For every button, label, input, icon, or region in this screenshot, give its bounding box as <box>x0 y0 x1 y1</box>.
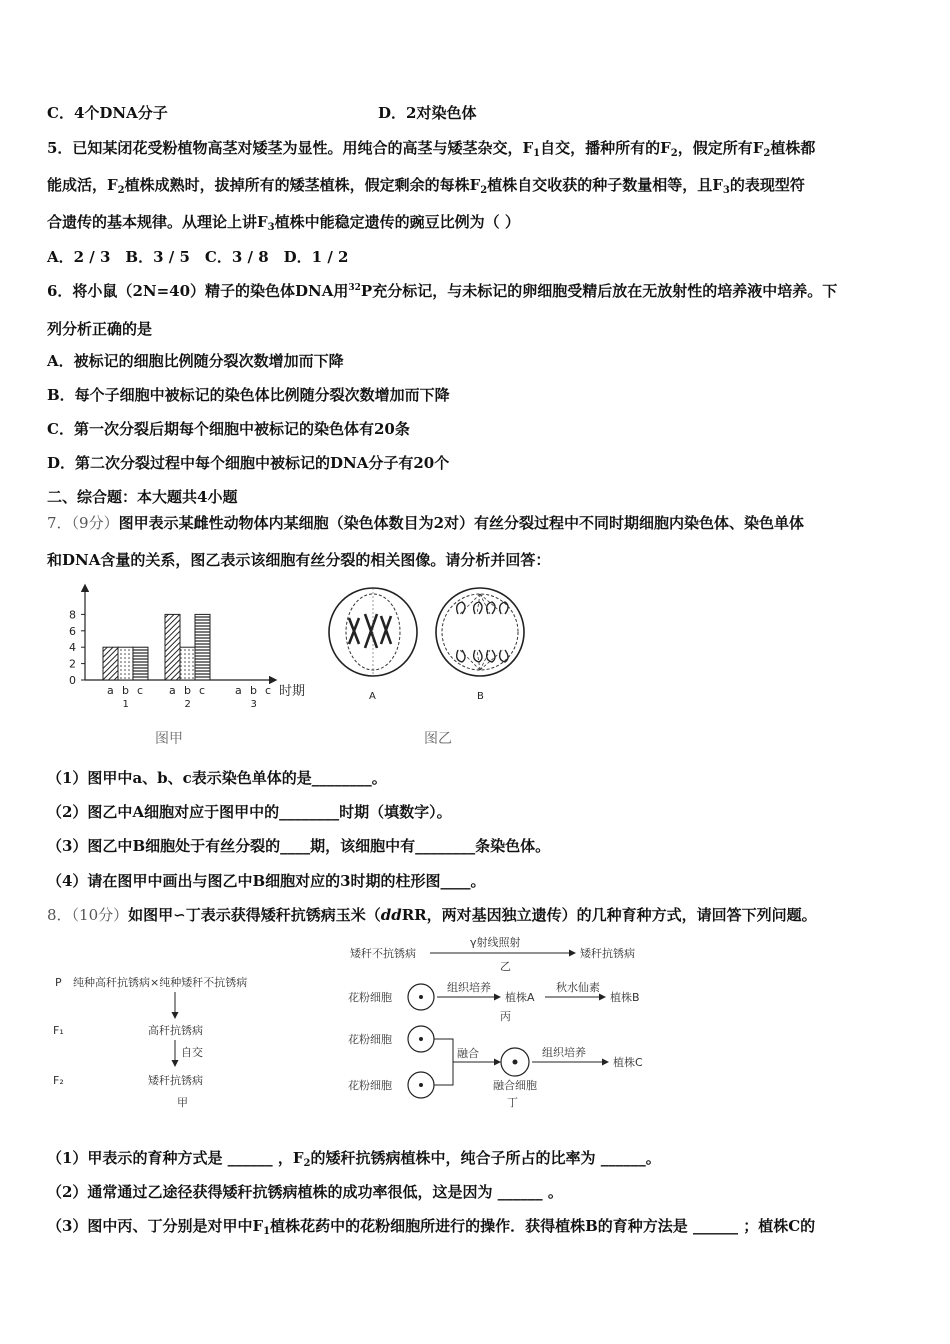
breeding-diagram <box>45 930 675 1115</box>
q6-option-c: C．第一次分裂后期每个细胞中被标记的染色体有20条 <box>47 420 410 438</box>
pollen-cell-text-3: 花粉细胞 <box>348 1079 392 1092</box>
selfing-text: 自交 <box>181 1046 203 1059</box>
bar-letter: b <box>122 684 129 697</box>
f2-label: F₂ <box>53 1074 64 1087</box>
cell-a <box>329 588 417 676</box>
option-c: C．4个DNA分子 <box>47 104 168 122</box>
q7-sub1: （1）图甲中a、b、c表示染色单体的是________。 <box>47 769 387 787</box>
q7-line2: 和DNA含量的关系，图乙表示该细胞有丝分裂的相关图像。请分析并回答： <box>47 551 551 569</box>
fused-cell-text: 融合细胞 <box>493 1079 537 1092</box>
y-tick-label: 6 <box>69 624 76 638</box>
figure-yi-caption: 图乙 <box>424 731 452 747</box>
q7-sub4: （4）请在图甲中画出与图乙中B细胞对应的3时期的柱形图____。 <box>47 872 486 890</box>
plant-a-text: 植株A <box>505 991 535 1004</box>
q5-line1: 5．已知某闭花受粉植物高茎对矮茎为显性。用纯合的高茎与矮茎杂交，$F_1$自交，播种所有的$F_2$，假定所有$F_2$植株都 <box>47 139 816 159</box>
cell-b-label: B <box>477 691 484 702</box>
f1-label: F₁ <box>53 1024 64 1037</box>
bar-b-period-2 <box>180 647 195 680</box>
q7-line1: 7．（9分）图甲表示某雌性动物体内某细胞（染色体数目为2对）有丝分裂过程中不同时期细胞内染色体、染色单体 <box>47 514 805 532</box>
y-tick-label: 8 <box>69 608 76 622</box>
q6-option-d: D．第二次分裂过程中每个细胞中被标记的DNA分子有20个 <box>47 454 450 472</box>
y-tick-label: 2 <box>69 657 76 671</box>
bar-letter: c <box>199 684 206 697</box>
f2-text: 矮秆抗锈病 <box>148 1074 203 1087</box>
period-label: 2 <box>184 699 191 710</box>
figure-jia-bar-chart <box>55 580 325 715</box>
bar-c-period-2 <box>195 614 210 680</box>
figure-yi-cells <box>325 584 525 709</box>
q8-line1: 8．（10分）如图甲∽丁表示获得矮秆抗锈病玉米（ddRR，两对基因独立遗传）的几种育种方式，请回答下列问题。 <box>47 906 817 924</box>
cell-a-label: A <box>369 691 376 702</box>
q5-line2: 能成活，$F_2$植株成熟时，拔掉所有的矮茎植株，假定剩余的每株$F_2$植株自交收获的种子数量相等，且$F_3$的表现型符 <box>47 176 805 196</box>
q6-line2: 列分析正确的是 <box>47 320 153 338</box>
f1-text: 高秆抗锈病 <box>148 1024 203 1037</box>
option-d: D．2对染色体 <box>378 104 477 122</box>
yi-label: 乙 <box>500 960 511 973</box>
q8-sub3: （3）图中丙、丁分别是对甲中$F_1$植株花药中的花粉细胞所进行的操作．获得植株B的育种方法是 ______ ；植株C的 <box>47 1217 816 1237</box>
q6-option-b: B．每个子细胞中被标记的染色体比例随分裂次数增加而下降 <box>47 386 450 404</box>
bar-c-period-1 <box>133 647 148 680</box>
q8-sub2: （2）通常通过乙途径获得矮秆抗锈病植株的成功率很低，这是因为 ______ 。 <box>47 1183 563 1201</box>
gamma-ray-text: γ射线照射 <box>470 936 521 949</box>
bar-letter: a <box>169 684 176 697</box>
pollen-cell-text-2: 花粉细胞 <box>348 1033 392 1046</box>
tissue-culture-text-1: 组织培养 <box>447 981 491 994</box>
q7-sub3: （3）图乙中B细胞处于有丝分裂的____期，该细胞中有________条染色体。 <box>47 837 551 855</box>
period-label: 1 <box>122 699 129 710</box>
bar-letter: a <box>235 684 242 697</box>
bar-letter: b <box>184 684 191 697</box>
p-label: P <box>55 976 62 989</box>
bar-letter: c <box>137 684 144 697</box>
cell-b <box>436 588 524 676</box>
bar-letter: a <box>107 684 114 697</box>
plant-c-text: 植株C <box>613 1056 643 1069</box>
x-axis-label: 时期 <box>279 684 306 699</box>
plant-b-text: 植株B <box>610 991 640 1004</box>
bing-label: 丙 <box>500 1010 511 1023</box>
pollen-cell-text-1: 花粉细胞 <box>348 991 392 1004</box>
bar-letter: b <box>250 684 257 697</box>
yi-to-text: 矮秆抗锈病 <box>580 947 635 960</box>
fusion-text: 融合 <box>457 1047 479 1060</box>
bar-a-period-2 <box>165 614 180 680</box>
yi-from-text: 矮秆不抗锈病 <box>350 947 416 960</box>
q8-sub1: （1）甲表示的育种方式是 ______ ，$F_2$的矮秆抗锈病植株中，纯合子所占的比率为 ______。 <box>47 1149 661 1169</box>
tissue-culture-text-2: 组织培养 <box>542 1046 586 1059</box>
q5-options: A．2 / 3 B．3 / 5 C．3 / 8 D．1 / 2 <box>47 248 349 266</box>
p-cross-text: 纯种高秆抗锈病×纯种矮秆不抗锈病 <box>73 976 248 989</box>
q6-line1: 6．将小鼠（2N=40）精子的染色体DNA用$^{32}$P充分标记，与未标记的卵细胞受精后放在无放射性的培养液中培养。下 <box>47 282 838 300</box>
section-title: 二、综合题：本大题共4小题 <box>47 488 238 506</box>
figure-jia-caption: 图甲 <box>155 731 183 747</box>
period-label: 3 <box>250 699 257 710</box>
bar-letter: c <box>265 684 272 697</box>
q7-sub2: （2）图乙中A细胞对应于图甲中的________时期（填数字）。 <box>47 803 452 821</box>
y-tick-label: 4 <box>69 641 76 655</box>
y-tick-label: 0 <box>69 674 76 687</box>
colchicine-text: 秋水仙素 <box>556 981 600 994</box>
bar-b-period-1 <box>118 647 133 680</box>
q5-line3: 合遗传的基本规律。从理论上讲$F_3$植株中能稳定遗传的豌豆比例为（ ） <box>47 213 520 233</box>
q6-option-a: A．被标记的细胞比例随分裂次数增加而下降 <box>47 352 344 370</box>
jia-label: 甲 <box>177 1096 188 1109</box>
bar-a-period-1 <box>103 647 118 680</box>
ding-label: 丁 <box>507 1096 518 1109</box>
